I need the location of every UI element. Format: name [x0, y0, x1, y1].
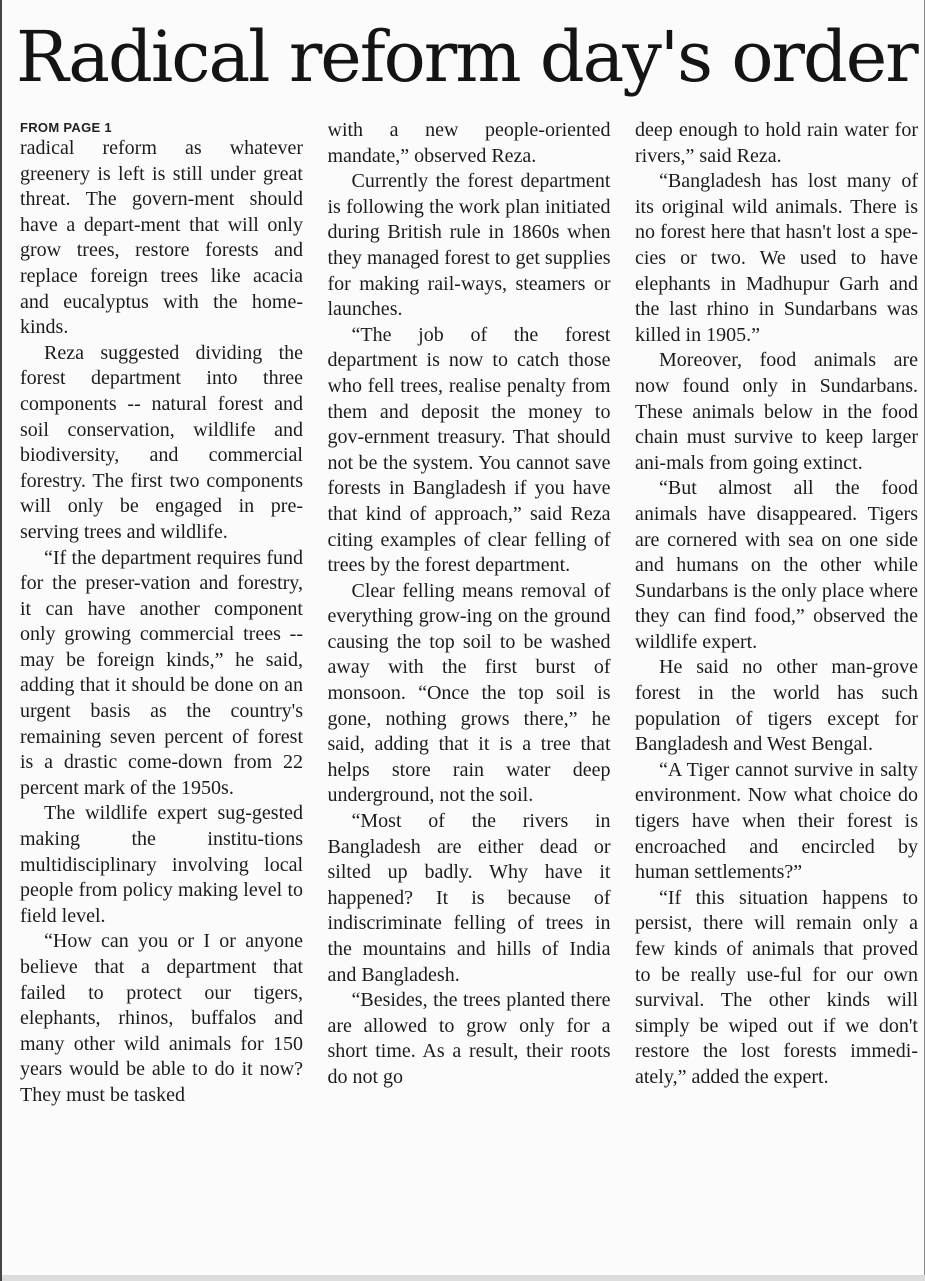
paragraph: “A Tiger cannot survive in salty environment. Now what choice do tigers have when their forest is encroached and encircled by human settlements?” — [635, 758, 918, 884]
bottom-border — [2, 1275, 925, 1281]
paragraph: “But almost all the food animals have disappeared. Tigers are cornered with sea on one side and humans on the other while Sundarbans is the only place where they can find food,” observed the wildlife expert. — [635, 477, 918, 653]
column-2 — [328, 118, 611, 1274]
paragraph: “Besides, the trees planted there are allowed to grow only for a short time. As a result, their roots do not go — [327, 989, 611, 1088]
paragraph: deep enough to hold rain water for rivers,” said Reza. — [635, 119, 918, 167]
paragraph: “The job of the forest department is now to catch those who fell trees, realise penalty from them and deposit the money to gov-ernment treasury. That should not be the system. You cannot save forests in Bangladesh if you have that kind of approach,” said Reza citing examples of clear felling of trees by the forest department. — [327, 323, 611, 577]
paragraph: “How can you or I or anyone believe that a department that failed to protect our tigers, elephants, rhinos, buffalos and many other wild animals for 150 years would be able to do it now? They must be tasked — [20, 930, 303, 1106]
paragraph: The wildlife expert sug-gested making the institu-tions multidisciplinary involving local people from policy making level to field level. — [20, 802, 303, 927]
paragraph: radical reform as whatever greenery is left is still under great threat. The govern-ment should have a depart-ment that will only grow trees, restore forests and replace foreign trees like acacia and eucalyptus with the home-kinds. — [20, 137, 303, 339]
column-3 — [635, 118, 918, 1274]
paragraph: Currently the forest department is following the work plan initiated during British rule in 1860s when they managed forest to get supplies for making rail-ways, steamers or launches. — [327, 170, 611, 321]
paragraph: He said no other man-grove forest in the world has such population of tigers except for Bangladesh and West Bengal. — [635, 656, 918, 756]
paragraph: “Bangladesh has lost many of its original wild animals. There is no forest here that hasn't lost a spe-cies or two. We used to have elephants in Madhupur Garh and the last rhino in Sundarbans was killed in 1905.” — [635, 170, 918, 346]
paragraph: “If this situation happens to persist, there will remain only a few kinds of animals that proved to be really use-ful for our own survival. The other kinds will simply be wiped out if we don't restore the lost forests immedi-ately,” added the expert. — [635, 886, 918, 1088]
kicker: FROM PAGE 1 — [20, 120, 112, 135]
paragraph: Reza suggested dividing the forest department into three components -- natural forest and soil conservation, wildlife and biodiversity, and commercial forestry. The first two components will only be engaged in pre-serving trees and wildlife. — [20, 341, 303, 543]
article-body — [20, 118, 918, 1274]
paragraph: Moreover, food animals are now found only in Sundarbans. These animals below in the food chain must survive to keep larger ani-mals from going extinct. — [635, 349, 918, 474]
paragraph: “Most of the rivers in Bangladesh are either dead or silted up badly. Why have it happened? It is because of indiscriminate felling of trees in the mountains and hills of India and Bangladesh. — [327, 810, 611, 986]
paragraph: Clear felling means removal of everything grow-ing on the ground causing the top soil to be washed away with the first burst of monsoon. “Once the top soil is gone, nothing grows there,” he said, adding that it is a tree that helps store rain water deep underground, not the soil. — [327, 579, 611, 807]
headline: Radical reform day's order — [16, 16, 917, 98]
column-1 — [20, 118, 303, 1274]
paragraph: “If the department requires fund for the preser-vation and forestry, it can have another component only growing commercial trees -- may be foreign kinds,” he said, adding that it should be done on an urgent basis as the country's remaining seven percent of forest is a drastic come-down from 22 percent mark of the 1950s. — [20, 546, 303, 799]
paragraph: with a new people-oriented mandate,” observed Reza. — [327, 119, 611, 167]
